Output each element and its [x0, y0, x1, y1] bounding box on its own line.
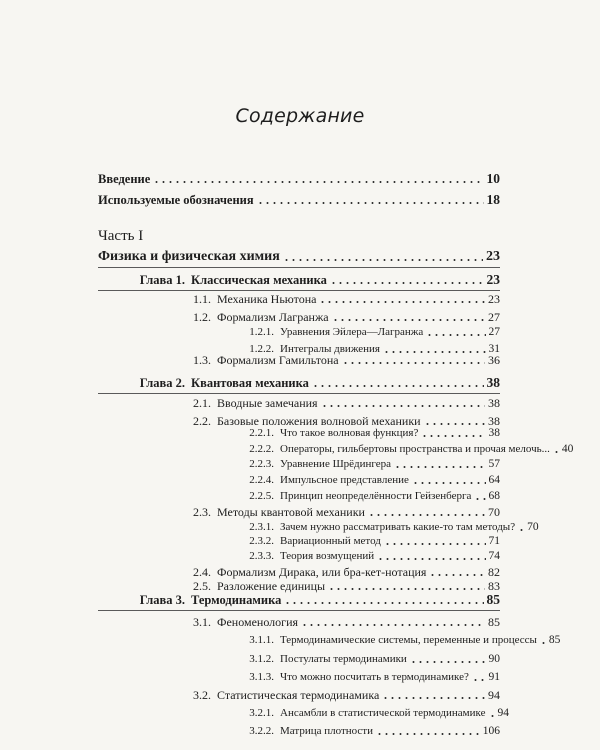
toc-entry-number: Глава 3.: [139, 593, 185, 607]
toc-entry-title: Термодинамика: [191, 593, 282, 607]
toc-entry-number: Глава 1.: [139, 273, 185, 287]
toc-entry-page: 74: [488, 550, 500, 562]
toc-entry-page: 38: [486, 375, 500, 390]
toc-entry[interactable]: [98, 668, 500, 686]
toc-entry-title: Используемые обозначения: [98, 193, 254, 207]
dot-leader: [382, 697, 485, 699]
toc-entry[interactable]: [98, 394, 500, 412]
toc-entry-page: 10: [486, 171, 500, 186]
toc-entry-title: Что можно посчитать в термодинамике?: [280, 670, 469, 683]
toc-entry-number: 2.2.4.: [249, 474, 274, 486]
toc-entry-number: 3.2.2.: [249, 725, 274, 738]
toc-entry-page: 27: [488, 310, 500, 324]
toc-entry[interactable]: [98, 591, 500, 609]
dot-leader: [489, 715, 495, 717]
toc-entry[interactable]: [98, 351, 500, 369]
toc-entry[interactable]: [98, 722, 500, 740]
toc-entry-title: Импульсное представление: [280, 474, 409, 486]
toc-entry-page: 82: [488, 565, 500, 579]
toc-entry-number: 2.3.: [193, 505, 211, 519]
toc-entry-number: 3.1.1.: [249, 634, 274, 647]
toc-entry-number: 2.1.: [193, 396, 211, 410]
toc-entry-page: 23: [486, 272, 500, 287]
part-label: Часть I: [98, 228, 144, 244]
toc-entry-title: Статистическая термодинамика: [217, 688, 380, 702]
toc-entry-page: 94: [488, 688, 500, 702]
toc-entry-title: Уравнение Шрёдингера: [280, 458, 392, 470]
toc-entry-title: Разложение единицы: [217, 579, 326, 593]
toc-entry-page: 38: [488, 427, 500, 439]
toc-entry[interactable]: [98, 631, 561, 649]
dot-leader: [153, 181, 483, 183]
toc-entry-title: Теория возмущений: [280, 550, 375, 562]
page-title: Содержание: [235, 105, 365, 127]
dot-leader: [518, 529, 524, 531]
dot-leader: [368, 514, 485, 516]
toc-entry-number: 1.2.1.: [249, 326, 274, 338]
toc-entry-page: 57: [488, 458, 500, 470]
toc-entry-page: 85: [548, 634, 561, 647]
toc-entry-number: 2.2.: [193, 414, 211, 428]
toc-entry-title: Зачем нужно рассматривать какие-то там методы?: [280, 521, 516, 533]
toc-entry-title: Квантовая механика: [191, 376, 309, 390]
toc-entry-page: 68: [488, 490, 500, 502]
dot-leader: [312, 385, 484, 387]
toc-entry-page: 23: [488, 292, 500, 306]
toc-entry-title: Механика Ньютона: [217, 292, 317, 306]
toc-entry[interactable]: [98, 248, 500, 266]
toc-entry-title: Классическая механика: [191, 273, 327, 287]
toc-entry-page: 83: [488, 579, 500, 593]
toc-entry-number: 1.2.2.: [249, 343, 274, 355]
toc-entry[interactable]: [98, 374, 500, 392]
toc-entry-page: 94: [497, 707, 509, 720]
toc-entry[interactable]: [98, 290, 500, 308]
toc-entry-title: Принцип неопределённости Гейзенберга: [280, 490, 472, 502]
toc-entry-number: 1.2.: [193, 310, 211, 324]
toc-entry-number: Глава 2.: [139, 376, 185, 390]
toc-entry-title: Формализм Дирака, или бра-кет-нотация: [217, 565, 427, 579]
dot-leader: [474, 498, 485, 500]
toc-entry-number: 2.2.2.: [249, 443, 274, 455]
toc-entry-number: 3.1.3.: [249, 670, 274, 683]
toc-entry-number: 2.3.2.: [249, 535, 274, 547]
toc-entry-number: 2.2.3.: [249, 458, 274, 470]
toc-entry[interactable]: [98, 650, 500, 668]
toc-entry-title: Базовые положения волновой механики: [217, 414, 421, 428]
toc-entry-page: 85: [486, 592, 500, 607]
dot-leader: [384, 543, 486, 545]
toc-entry[interactable]: [98, 613, 500, 631]
toc-entry-number: 1.3.: [193, 353, 211, 367]
dot-leader: [342, 362, 485, 364]
dot-leader: [284, 602, 483, 604]
dot-leader: [540, 642, 546, 644]
toc-entry-number: 2.3.1.: [249, 521, 274, 533]
dot-leader: [426, 334, 485, 336]
dot-leader: [330, 282, 484, 284]
dot-leader: [376, 733, 480, 735]
toc-entry-page: 70: [488, 505, 500, 519]
dot-leader: [283, 259, 483, 261]
dot-leader: [410, 661, 486, 663]
toc-entry-page: 27: [488, 326, 500, 338]
toc-entry-number: 3.1.2.: [249, 652, 274, 665]
toc-entry-number: 2.2.5.: [249, 490, 274, 502]
toc-entry-title: Что такое волновая функция?: [280, 427, 419, 439]
toc-entry-number: 3.2.: [193, 688, 211, 702]
toc-entry-number: 3.2.1.: [249, 707, 274, 720]
toc-entry-page: 40: [561, 443, 574, 455]
toc-entry-title: Ансамбли в статистической термодинамике: [280, 707, 486, 720]
toc-entry-title: Термодинамические системы, переменные и процессы: [280, 634, 537, 647]
toc-entry-page: 18: [486, 192, 500, 207]
dot-leader: [319, 301, 485, 303]
dot-leader: [553, 451, 559, 453]
dot-leader: [429, 574, 485, 576]
toc-entry-title: Постулаты термодинамики: [280, 652, 407, 665]
chapter-rule: [98, 610, 500, 611]
dot-leader: [332, 319, 485, 321]
toc-entry-title: Введение: [98, 172, 151, 186]
toc-entry[interactable]: [98, 686, 500, 704]
toc-entry-title: Формализм Лагранжа: [217, 310, 329, 324]
dot-leader: [472, 679, 486, 681]
dot-leader: [377, 558, 485, 560]
toc-entry-title: Вводные замечания: [217, 396, 318, 410]
toc-entry-number: 2.4.: [193, 565, 211, 579]
toc-entry[interactable]: [98, 191, 500, 209]
toc-entry-page: 36: [488, 353, 500, 367]
part-title-rule: [98, 267, 500, 268]
toc-entry-page: 23: [486, 249, 500, 264]
toc-entry[interactable]: [98, 704, 509, 722]
toc-entry-page: 85: [488, 615, 500, 630]
toc-entry-title: Операторы, гильбертовы пространства и прочая мелочь...: [280, 443, 550, 455]
toc-entry[interactable]: [98, 271, 500, 289]
toc-entry-page: 31: [488, 343, 500, 355]
dot-leader: [421, 435, 485, 437]
toc-entry[interactable]: [98, 170, 500, 188]
toc-entry-number: 2.3.3.: [249, 550, 274, 562]
dot-leader: [257, 202, 484, 204]
toc-entry-page: 106: [482, 725, 500, 738]
toc-entry-title: Феноменология: [217, 615, 299, 630]
toc-entry-number: 1.1.: [193, 292, 211, 306]
toc-entry-title: Физика и физическая химия: [98, 249, 280, 264]
toc-entry-page: 70: [527, 521, 539, 533]
toc-entry-title: Уравнения Эйлера—Лагранжа: [280, 326, 424, 338]
dot-leader: [328, 588, 485, 590]
toc-entry-title: Формализм Гамильтона: [217, 353, 339, 367]
toc-entry-page: 91: [488, 670, 500, 683]
toc-entry-page: 38: [488, 396, 500, 410]
dot-leader: [412, 482, 486, 484]
toc-entry-title: Интегралы движения: [280, 343, 380, 355]
toc-entry-number: 2.2.1.: [249, 427, 274, 439]
toc-entry-title: Методы квантовой механики: [217, 505, 365, 519]
toc-entry-number: 3.1.: [193, 615, 211, 630]
dot-leader: [301, 624, 485, 626]
toc-entry-number: 2.5.: [193, 579, 211, 593]
toc-entry-page: 64: [488, 474, 500, 486]
toc-entry-page: 71: [488, 535, 500, 547]
toc-entry-page: 38: [488, 414, 500, 428]
toc-entry[interactable]: [98, 323, 500, 341]
toc-entry-page: 90: [488, 652, 500, 665]
toc-entry-title: Матрица плотности: [280, 725, 374, 738]
toc-entry-title: Вариационный метод: [280, 535, 381, 547]
dot-leader: [394, 466, 485, 468]
dot-leader: [321, 405, 485, 407]
